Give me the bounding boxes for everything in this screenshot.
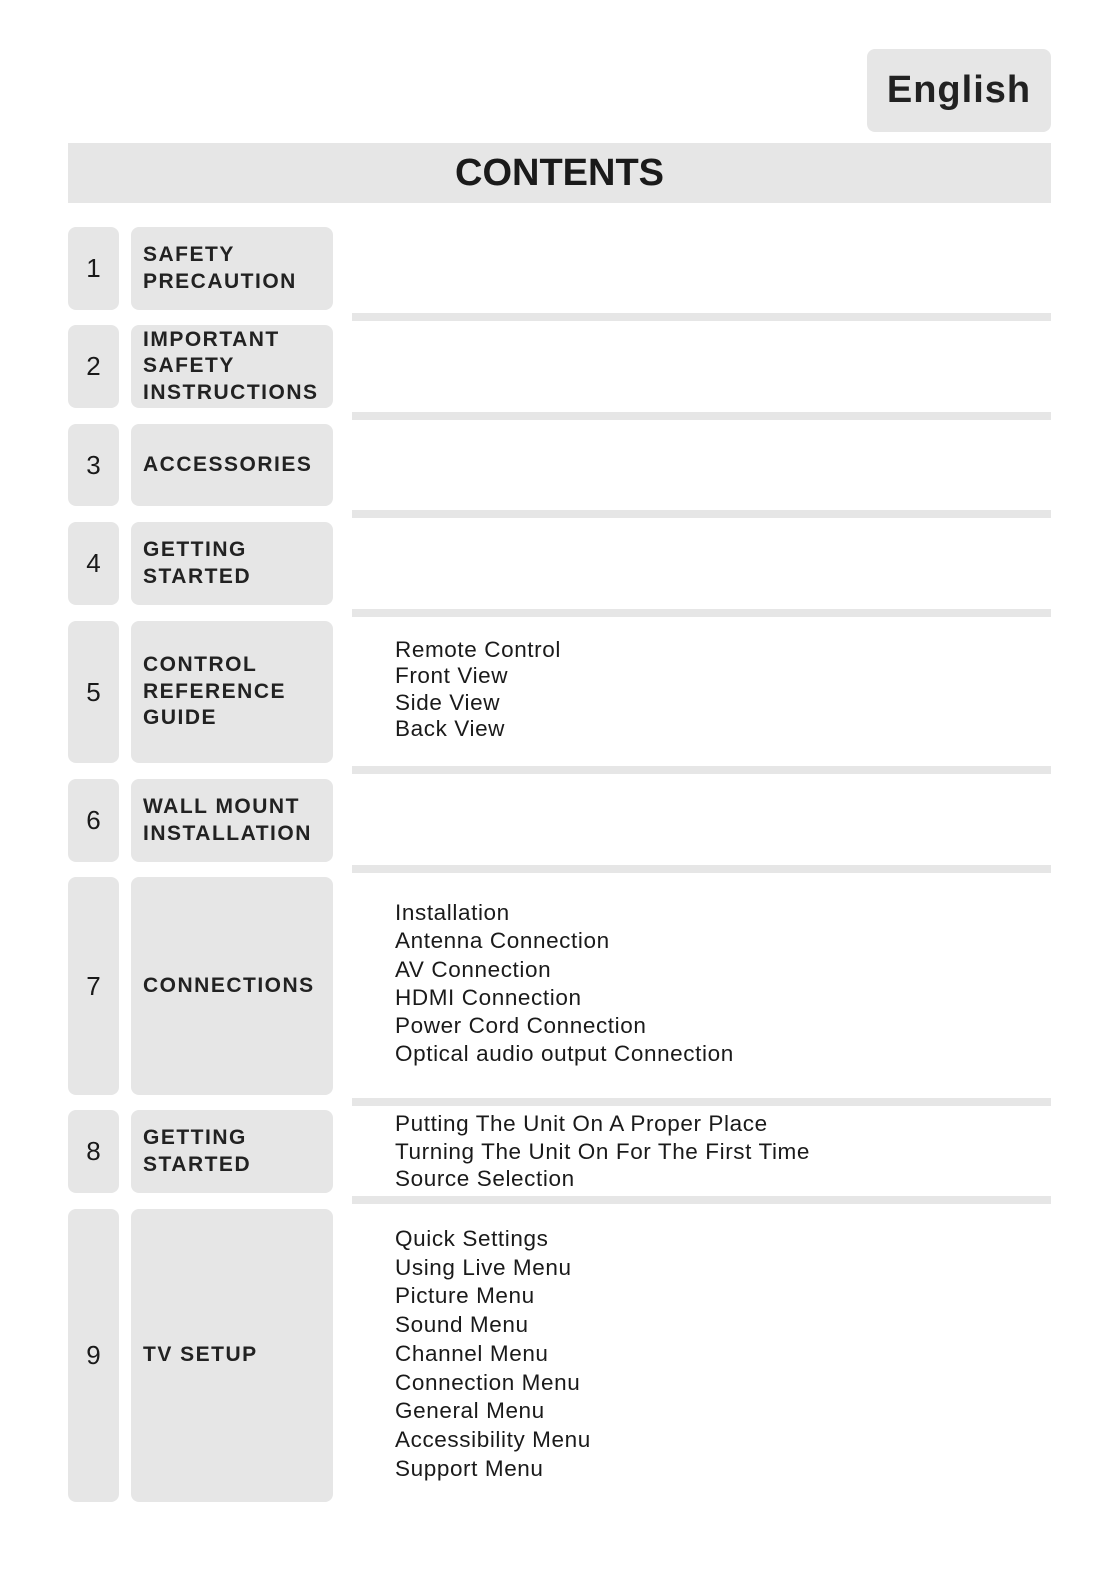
section-title: SAFETY PRECAUTION	[143, 243, 297, 293]
section-title-box	[131, 621, 333, 763]
subtopic-item: Quick Settings	[395, 1226, 549, 1251]
section-title-box	[131, 522, 333, 605]
section-divider	[352, 1196, 1051, 1204]
section-title: GETTING STARTED	[143, 538, 252, 588]
subtopic-item: HDMI Connection	[395, 984, 582, 1010]
subtopic-item: Power Cord Connection	[395, 1013, 647, 1039]
section-title-box	[131, 1110, 333, 1193]
section-subtopics	[395, 1225, 591, 1483]
section-title-box	[131, 1209, 333, 1502]
subtopic-item: Picture Menu	[395, 1283, 535, 1309]
subtopic-item: Optical audio output Connection	[395, 1041, 734, 1067]
subtopic-item: Turning The Unit On For The First Time	[395, 1138, 811, 1164]
subtopic-item: Sound Menu	[395, 1312, 529, 1338]
subtopic-item: Front View	[395, 663, 509, 689]
subtopic-item: Putting The Unit On A Proper Place	[395, 1111, 768, 1136]
subtopic-item: Source Selection	[395, 1166, 575, 1192]
section-divider	[352, 510, 1051, 518]
section-title: WALL MOUNT INSTALLATION	[143, 795, 312, 845]
section-divider	[352, 609, 1051, 617]
section-subtopics	[395, 637, 561, 742]
subtopic-item: AV Connection	[395, 956, 552, 982]
section-number: 4	[68, 522, 119, 605]
section-number: 8	[68, 1110, 119, 1193]
section-number: 9	[68, 1209, 119, 1502]
section-title-box	[131, 779, 333, 862]
section-number: 7	[68, 877, 119, 1095]
section-title: ACCESSORIES	[143, 452, 313, 476]
section-title: CONTROL REFERENCE GUIDE	[143, 653, 287, 730]
section-title: IMPORTANT SAFETY INSTRUCTIONS	[143, 327, 319, 404]
section-title: CONNECTIONS	[143, 973, 315, 997]
subtopic-item: Using Live Menu	[395, 1254, 572, 1280]
section-title-box	[131, 325, 333, 408]
subtopic-item: Accessibility Menu	[395, 1426, 591, 1452]
subtopic-item: Remote Control	[395, 637, 561, 662]
section-title-box	[131, 227, 333, 310]
subtopic-item: Connection Menu	[395, 1369, 581, 1395]
section-divider	[352, 412, 1051, 420]
subtopic-item: Back View	[395, 715, 506, 741]
section-divider	[352, 1098, 1051, 1106]
section-number: 2	[68, 325, 119, 408]
section-title-box	[131, 877, 333, 1095]
section-subtopics	[395, 899, 734, 1069]
section-subtopics	[395, 1110, 810, 1193]
subtopic-item: Side View	[395, 689, 501, 715]
subtopic-item: Installation	[395, 900, 510, 925]
subtopic-item: Channel Menu	[395, 1340, 549, 1366]
section-title: TV SETUP	[143, 1343, 258, 1367]
section-divider	[352, 865, 1051, 873]
section-number: 1	[68, 227, 119, 310]
section-number: 6	[68, 779, 119, 862]
subtopic-item: Support Menu	[395, 1455, 544, 1481]
section-title-box	[131, 424, 333, 506]
section-divider	[352, 313, 1051, 321]
page-title: CONTENTS	[68, 143, 1051, 203]
subtopic-item: Antenna Connection	[395, 928, 610, 954]
section-title: GETTING STARTED	[143, 1126, 252, 1176]
language-badge: English	[867, 49, 1051, 132]
section-number: 5	[68, 621, 119, 763]
section-number: 3	[68, 424, 119, 506]
section-divider	[352, 766, 1051, 774]
subtopic-item: General Menu	[395, 1398, 545, 1424]
